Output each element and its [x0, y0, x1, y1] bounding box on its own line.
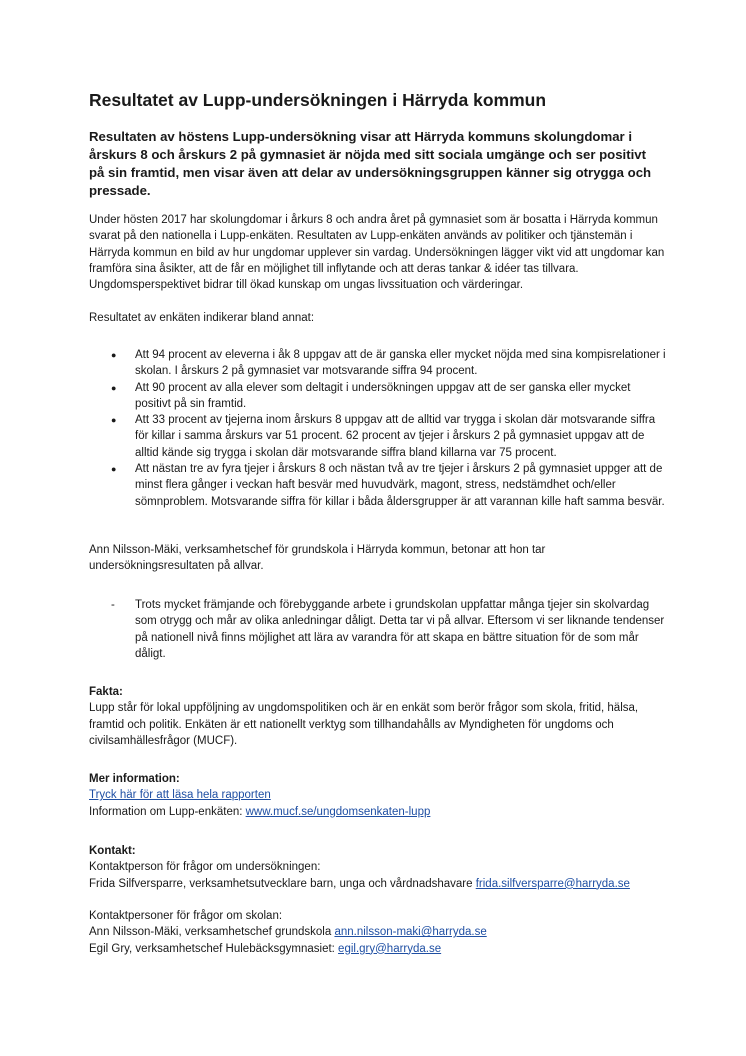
list-item: ● Att 94 procent av eleverna i åk 8 uppgav att de är ganska eller mycket nöjda med sina kompisrelationer i skolan. I årskurs 2 på gymnasiet var motsvarande siffra 94 procent. — [89, 347, 669, 380]
frida-contact-text: Frida Silfversparre, verksamhetsutvecklare barn, unga och vårdnadshavare — [89, 877, 476, 890]
results-intro: Resultatet av enkäten indikerar bland annat: — [89, 312, 315, 324]
list-item: ● Att nästan tre av fyra tjejer i årskurs 8 och nästan två av tre tjejer i årskurs 2 på gymnasiet uppger att de minst flera gånger i veckan haft besvär med huvudvärk, magont, stress, nedstämdhet och/eller sömnproblem. Motsvarande siffra för killar i båda åldersgrupper är att varannan kille haft samma besvär. — [89, 461, 669, 510]
list-item: ● Att 33 procent av tjejerna inom årskurs 8 uppgav att de alltid var trygga i skolan där motsvarande siffra för killar i samma årskurs var 51 procent. 62 procent av tjejer i årskurs 2 på gymnasiet uppgav att de alltid kände sig trygga i skolan där motsvarande siffra bland killarna var 75 procent. — [89, 412, 669, 461]
more-info-section — [89, 771, 669, 820]
ann-email-link[interactable]: ann.nilsson-maki@harryda.se — [334, 926, 487, 939]
lupp-info-label: Information om Lupp-enkäten: — [89, 805, 246, 818]
report-link[interactable]: Tryck här för att läsa hela rapporten — [89, 789, 271, 802]
results-list — [89, 347, 669, 510]
dash-marker: - — [111, 599, 115, 611]
egil-contact-text: Egil Gry, verksamhetschef Hulebäcksgymnasiet: — [89, 942, 339, 955]
page-title: Resultatet av Lupp-undersökningen i Härryda kommun — [89, 90, 547, 110]
quote-intro: Ann Nilsson-Mäki, verksamhetschef för grundskola i Härryda kommun, betonar att hon tar undersökningsresultaten på allvar. — [89, 544, 546, 573]
lupp-link[interactable]: www.mucf.se/ungdomsenkaten-lupp — [245, 805, 431, 818]
school-contact-label: Kontaktpersoner för frågor om skolan: — [89, 910, 283, 922]
contact-heading: Kontakt: — [89, 845, 136, 857]
ann-contact-text: Ann Nilsson-Mäki, verksamhetschef grundskola — [89, 926, 335, 939]
survey-contact-label: Kontaktperson för frågor om undersökningen: — [89, 861, 321, 874]
quote-text: Trots mycket främjande och förebyggande arbete i grundskolan uppfattar många tjejer sin skolvardag som otrygg och mår av olika anledningar dåligt. Detta tar vi på allvar. Eftersom vi ser liknande tendenser på nationell nivå finns möjlighet att lära av varandra för att skapa en bättre situation för de som mår dåligt. — [135, 599, 665, 660]
fakta-section — [89, 684, 669, 749]
more-info-heading: Mer information: — [89, 773, 180, 785]
lead-paragraph: Resultaten av höstens Lupp-undersökning visar att Härryda kommuns skolungdomar i årskurs 8 och årskurs 2 på gymnasiet är nöjda med sitt sociala umgänge och ser positivt på sin framtid, men visar även att delar av undersökningsgruppen känner sig otrygga och pressade. — [89, 129, 652, 198]
school-contact-section — [89, 908, 669, 957]
fakta-heading: Fakta: — [89, 686, 123, 698]
egil-email-link[interactable]: egil.gry@harryda.se — [338, 942, 442, 955]
intro-paragraph: Under hösten 2017 har skolungdomar i årkurs 8 och andra året på gymnasiet som är bosatta i Härryda kommun svarat på den nationella i Lupp-enkäten. Resultaten av Lupp-enkäten används av politiker och tjänstemän i Härryda kommun en bild av hur ungdomar upplever sin vardag. Undersökningen lägger vikt vid att ungdomar kan framföra sina åsikter, att de får en möjlighet till inflytande och att deras tankar & idéer tas tillvara. Ungdomsperspektivet bidrar till ökad kunskap om ungas livssituation och värderingar. — [89, 214, 665, 292]
list-item: ● Att 90 procent av alla elever som deltagit i undersökningen uppgav att de ser ganska eller mycket positivt på sin framtid. — [89, 380, 669, 413]
contact-section — [89, 843, 669, 892]
fakta-text: Lupp står för lokal uppföljning av ungdomspolitiken och är en enkät som berör frågor som skola, fritid, hälsa, framtid och politik. Enkäten är ett nationellt verktyg som tillhandahålls av Myndigheten för ungdoms och civilsamhällesfrågor (MUCF). — [89, 702, 639, 747]
frida-email-link[interactable]: frida.silfversparre@harryda.se — [475, 877, 630, 890]
quote-block — [89, 597, 669, 662]
